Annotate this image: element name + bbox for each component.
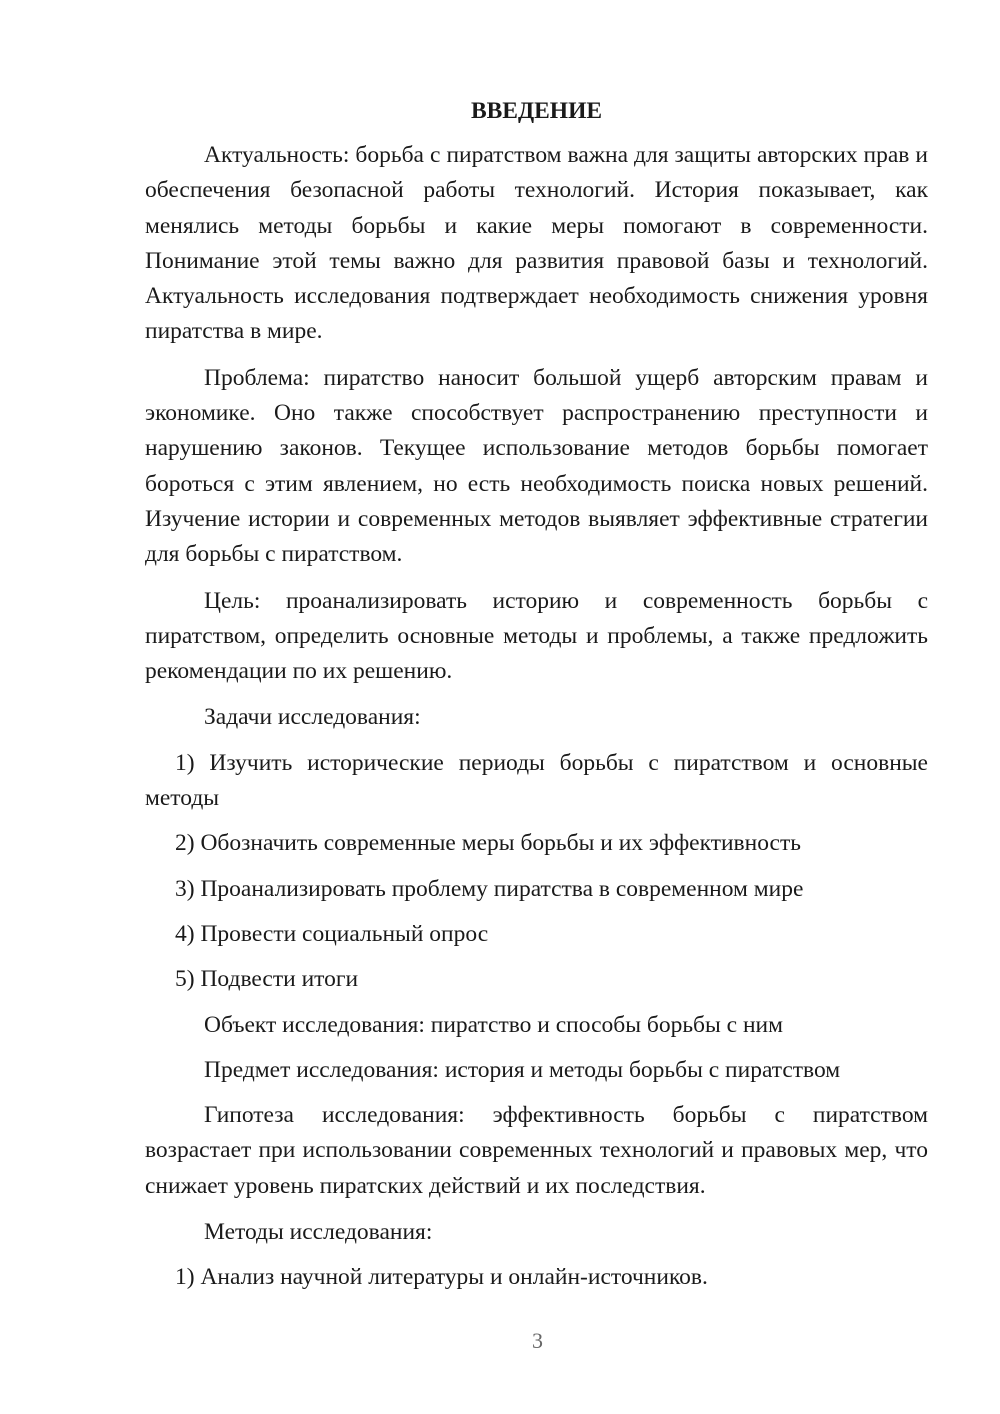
list-item: 1) Изучить исторические периоды борьбы с пиратством и основные методы <box>145 749 928 812</box>
document-page <box>145 94 928 1306</box>
subject-line: Предмет исследования: история и методы борьбы с пиратством <box>204 1056 841 1083</box>
relevance-paragraph: Актуальность: борьба с пиратством важна для защиты авторских прав и обеспечения безопасной работы технологий. История показывает, как менялись методы борьбы и какие меры помогают в современности. Понимание этой темы важно для развития правовой базы и технологий. Актуальность исследования подтверждает необходимость снижения уровня пиратства в мире. <box>145 142 928 345</box>
methods-list <box>145 1260 928 1295</box>
tasks-list <box>145 746 928 998</box>
object-line: Объект исследования: пиратство и способы борьбы с ним <box>204 1011 784 1038</box>
section-heading: ВВЕДЕНИЕ <box>470 98 603 124</box>
hypothesis-paragraph: Гипотеза исследования: эффективность борьбы с пиратством возрастает при использовании современных технологий и правовых мер, что снижает уровень пиратских действий и их последствия. <box>145 1102 928 1199</box>
list-item: 2) Обозначить современные меры борьбы и их эффективность <box>175 830 801 857</box>
goal-paragraph: Цель: проанализировать историю и современность борьбы с пиратством, определить основные методы и проблемы, а также предложить рекомендации по их решению. <box>145 587 928 685</box>
list-item: 3) Проанализировать проблему пиратства в современном мире <box>175 875 804 902</box>
list-item: 5) Подвести итоги <box>175 966 359 993</box>
list-item: 1) Анализ научной литературы и онлайн-источников. <box>175 1264 708 1291</box>
methods-title: Методы исследования: <box>204 1219 433 1246</box>
problem-paragraph: Проблема: пиратство наносит большой ущерб авторским правам и экономике. Оно также способствует распространению преступности и нарушению законов. Текущее использование методов борьбы помогает бороться с этим явлением, но есть необходимость поиска новых решений. Изучение истории и современных методов выявляет эффективные стратегии для борьбы с пиратством. <box>145 364 928 568</box>
tasks-title: Задачи исследования: <box>204 704 421 731</box>
page-number: 3 <box>532 1328 543 1353</box>
list-item: 4) Провести социальный опрос <box>175 920 489 947</box>
